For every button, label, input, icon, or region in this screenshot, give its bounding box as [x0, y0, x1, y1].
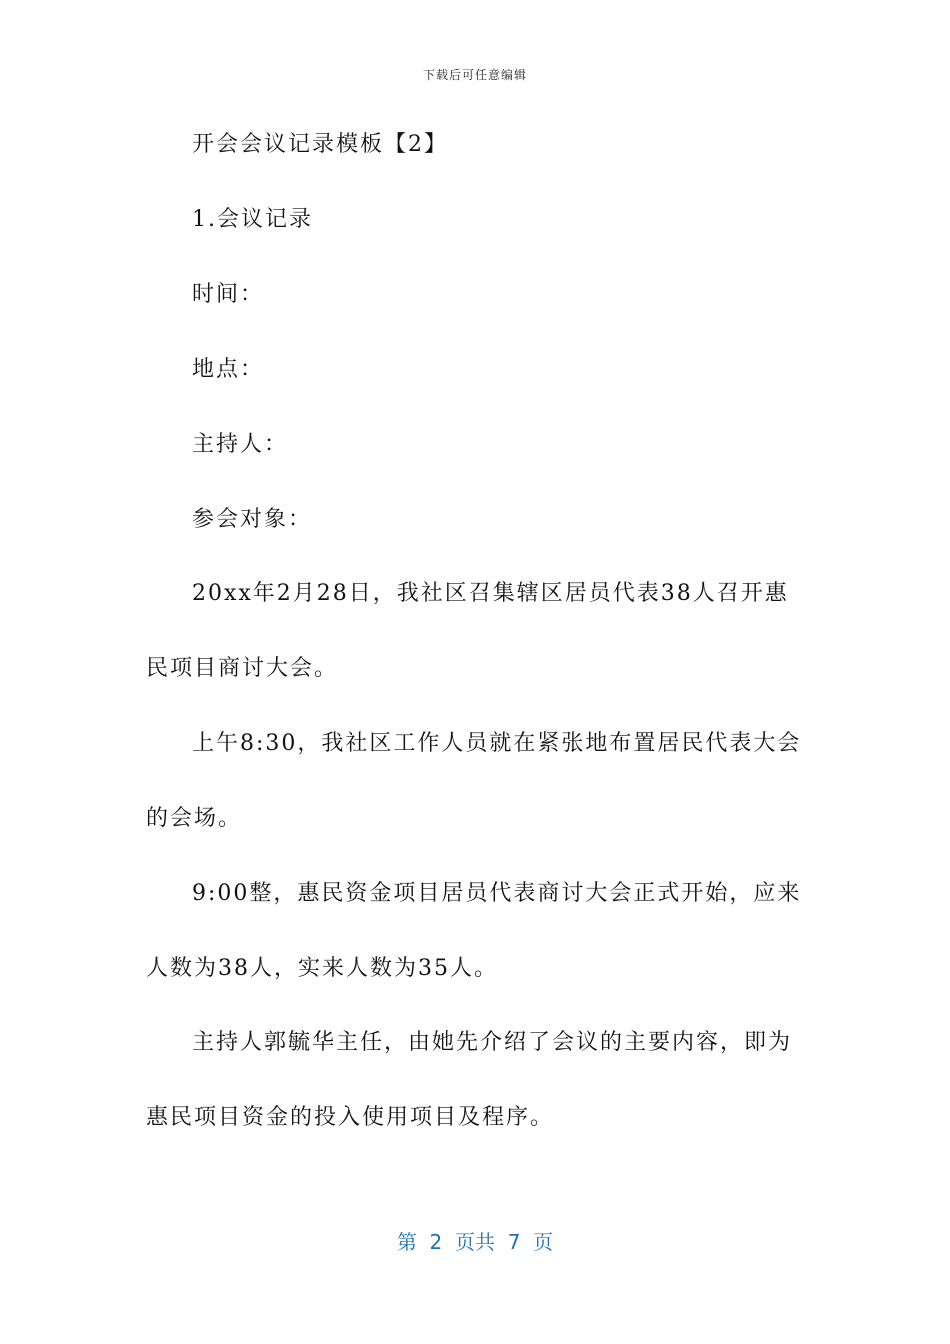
host-field-label: 主持人：	[192, 432, 289, 457]
paragraph-2-line-1: 上午8:30，我社区工作人员就在紧张地布置居民代表大会	[192, 731, 802, 756]
paragraph-3-line-2: 人数为38人，实来人数为35人。	[146, 956, 498, 981]
attendees-field-label: 参会对象：	[192, 507, 313, 532]
paragraph-3-line-1: 9:00整，惠民资金项目居员代表商讨大会正式开始，应来	[192, 881, 802, 906]
paragraph-1-line-1: 20xx年2月28日，我社区召集辖区居员代表38人召开惠	[192, 581, 789, 606]
page-number-footer: 第 2 页共 7 页	[396, 1230, 554, 1254]
paragraph-1-line-2: 民项目商讨大会。	[146, 656, 339, 681]
paragraph-2-line-2: 的会场。	[146, 806, 243, 831]
place-field-label: 地点：	[192, 357, 265, 382]
section-heading: 1.会议记录	[192, 207, 313, 232]
page-header-note: 下载后可任意编辑	[422, 68, 527, 82]
paragraph-4-line-1: 主持人郭毓华主任，由她先介绍了会议的主要内容，即为	[192, 1030, 793, 1055]
paragraph-4-line-2: 惠民项目资金的投入使用项目及程序。	[146, 1105, 555, 1130]
time-field-label: 时间：	[192, 282, 265, 307]
document-title: 开会会议记录模板【2】	[192, 132, 448, 157]
